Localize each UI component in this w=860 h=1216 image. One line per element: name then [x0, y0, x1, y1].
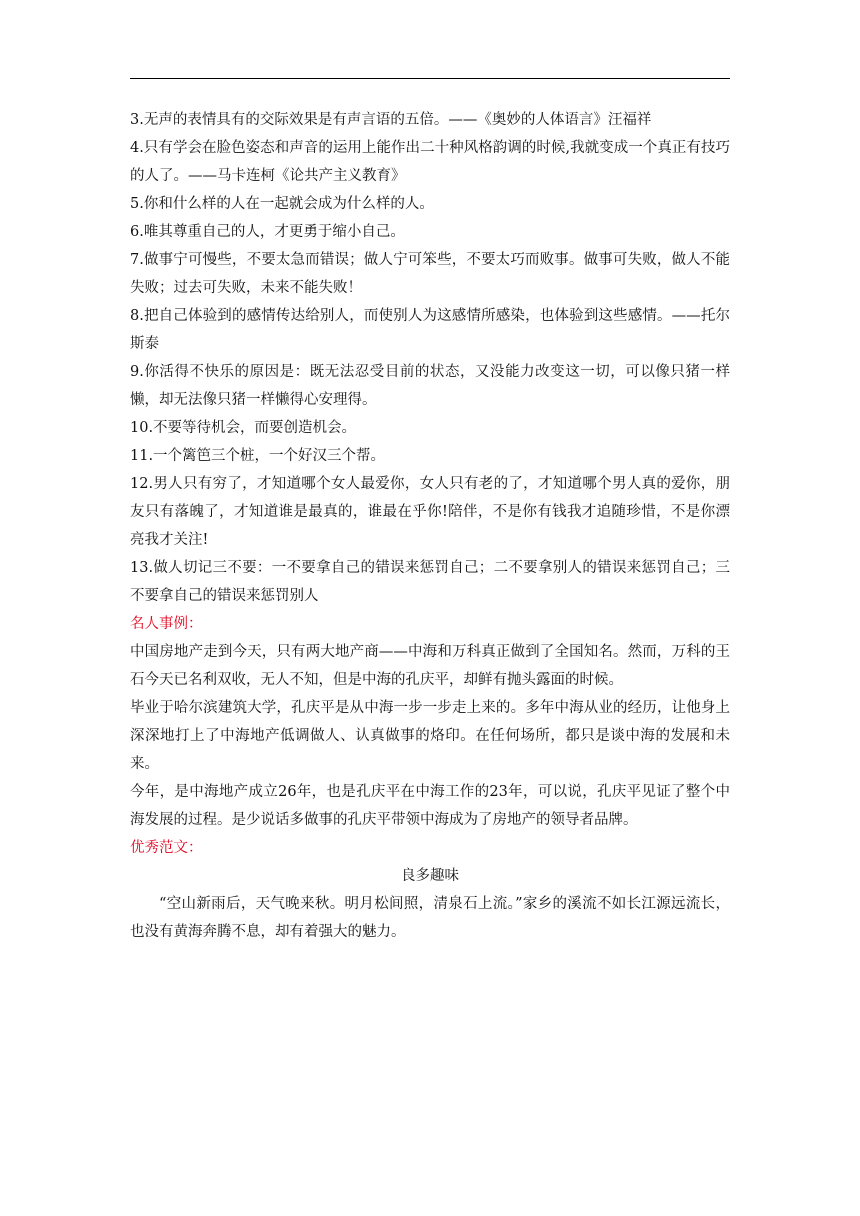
example-paragraph-3: 今年，是中海地产成立26年，也是孔庆平在中海工作的23年，可以说，孔庆平见证了整个中海发展的过程。是少说话多做事的孔庆平带领中海成为了房地产的领导者品牌。	[130, 784, 730, 828]
essay-paragraph: “空山新雨后，天气晚来秋。明月松间照，清泉石上流。”家乡的溪流不如长江源远流长，也没有黄海奔腾不息，却有着强大的魅力。	[130, 896, 730, 940]
header-rule	[130, 78, 730, 79]
quote-5: 5.你和什么样的人在一起就会成为什么样的人。	[130, 196, 434, 212]
example-heading: 名人事例：	[130, 616, 203, 632]
essay-heading: 优秀范文：	[130, 840, 203, 856]
quote-4: 4.只有学会在脸色姿态和声音的运用上能作出二十种风格韵调的时候,我就变成一个真正有技巧的人了。——马卡连柯《论共产主义教育》	[130, 140, 730, 184]
quote-6: 6.唯其尊重自己的人，才更勇于缩小自己。	[130, 224, 405, 240]
quote-12: 12.男人只有穷了，才知道哪个女人最爱你，女人只有老的了，才知道哪个男人真的爱你，朋友只有落魄了，才知道谁是最真的，谁最在乎你!陪伴，不是你有钱我才追随珍惜，不是你漂亮我才关注!	[130, 476, 730, 548]
example-paragraph-2: 毕业于哈尔滨建筑大学，孔庆平是从中海一步一步走上来的。多年中海从业的经历，让他身上深深地打上了中海地产低调做人、认真做事的烙印。在任何场所，都只是谈中海的发展和未来。	[130, 700, 730, 772]
quote-9: 9.你活得不快乐的原因是：既无法忍受目前的状态，又没能力改变这一切，可以像只猪一样懒，却无法像只猪一样懒得心安理得。	[130, 364, 730, 408]
quote-7: 7.做事宁可慢些，不要太急而错误；做人宁可笨些，不要太巧而败事。做事可失败，做人不能失败；过去可失败，未来不能失败！	[130, 252, 730, 296]
document-body	[130, 106, 730, 946]
example-paragraph-1: 中国房地产走到今天，只有两大地产商——中海和万科真正做到了全国知名。然而，万科的王石今天已名利双收，无人不知，但是中海的孔庆平，却鲜有抛头露面的时候。	[130, 644, 730, 688]
quote-3: 3.无声的表情具有的交际效果是有声言语的五倍。——《奥妙的人体语言》汪福祥	[130, 112, 652, 128]
quote-13: 13.做人切记三不要：一不要拿自己的错误来惩罚自己；二不要拿别人的错误来惩罚自己；三不要拿自己的错误来惩罚别人	[130, 560, 730, 604]
quote-8: 8.把自己体验到的感情传达给别人，而使别人为这感情所感染，也体验到这些感情。——托尔斯泰	[130, 308, 730, 352]
essay-title: 良多趣味	[401, 868, 459, 884]
quote-11: 11.一个篱笆三个桩，一个好汉三个帮。	[130, 448, 386, 464]
quote-10: 10.不要等待机会，而要创造机会。	[130, 420, 357, 436]
